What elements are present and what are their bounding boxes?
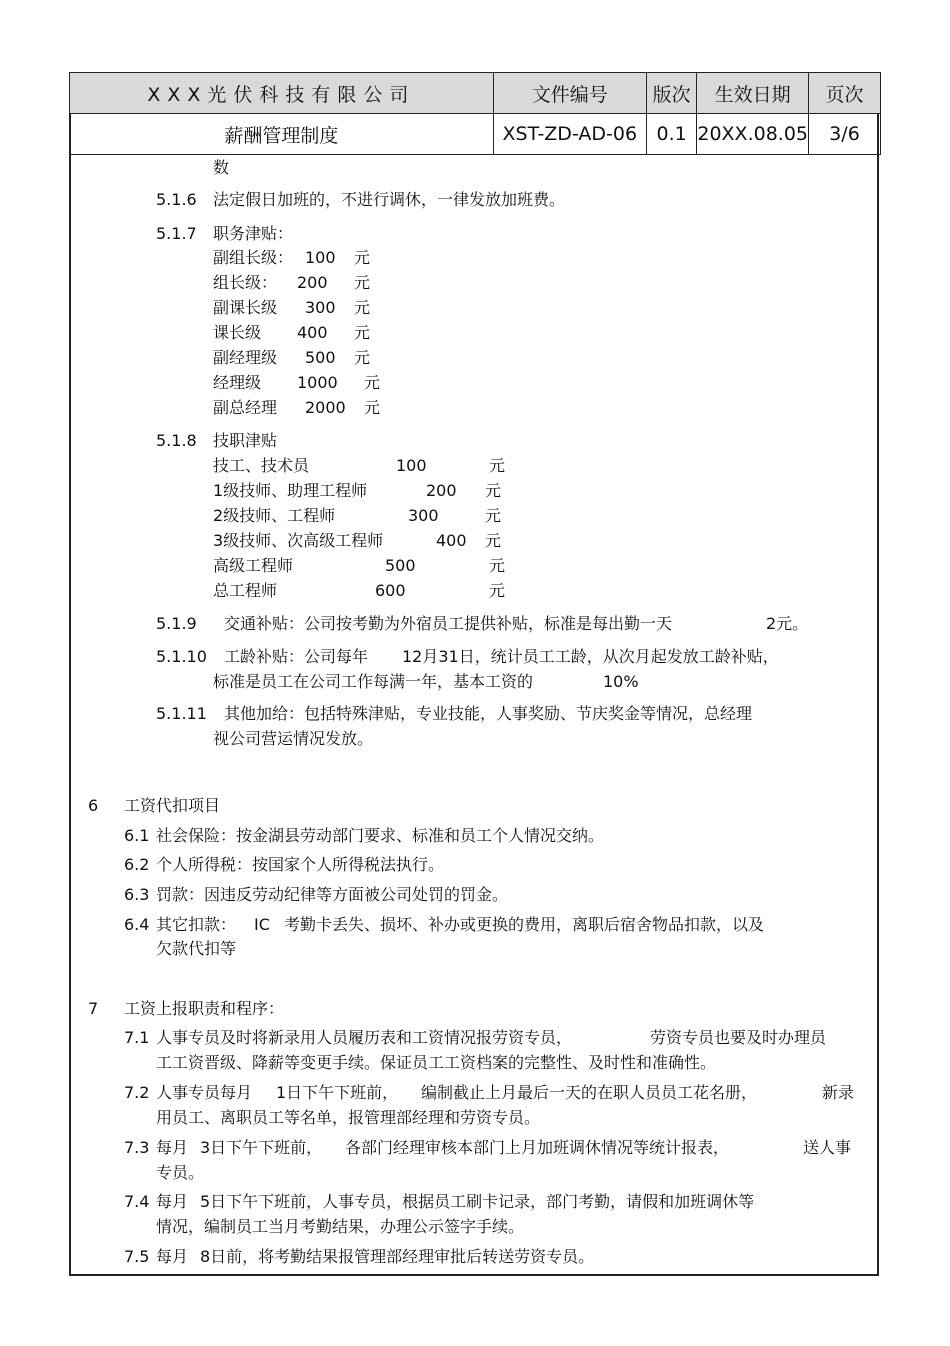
allowance-name: 副课长级 — [213, 298, 278, 317]
allowance-unit: 元 — [485, 531, 502, 550]
clause-text: 3日下午下班前， — [200, 1138, 323, 1157]
allowance-amount: 500 — [305, 348, 336, 367]
clause-number: 7.2 — [124, 1083, 150, 1102]
allowance-amount: 400 — [297, 323, 328, 342]
allowance-amount: 400 — [436, 531, 467, 550]
clause-text: 罚款：因违反劳动纪律等方面被公司处罚的罚金。 — [156, 885, 509, 904]
section-number: 5.1.8 — [156, 431, 197, 450]
allowance-name: 技工、技术员 — [213, 456, 310, 475]
allowance-amount: 100 — [305, 248, 336, 267]
clause-text: IC — [254, 915, 270, 934]
section-text: 交通补贴：公司按考勤为外宿员工提供补贴，标准是每出勤一天 — [224, 614, 673, 633]
clause-text: 考勤卡丢失、损坏、补办或更换的费用，离职后宿舍物品扣款，以及 — [284, 915, 765, 934]
clause-text: 专员。 — [156, 1163, 205, 1182]
section-text: 标准是员工在公司工作每满一年，基本工资的 — [213, 672, 534, 691]
clause-text: 各部门经理审核本部门上月加班调休情况等统计报表， — [345, 1138, 730, 1157]
clause-text: 每月 — [156, 1192, 189, 1211]
section-title: 职务津贴： — [213, 224, 294, 243]
chapter-number: 7 — [88, 999, 99, 1018]
section-number: 5.1.6 — [156, 190, 197, 209]
allowance-amount: 300 — [408, 506, 439, 525]
clause-text: 个人所得税：按国家个人所得税法执行。 — [156, 855, 445, 874]
allowance-name: 总工程师 — [213, 581, 278, 600]
allowance-amount: 200 — [426, 481, 457, 500]
clause-text: 人事专员每月 — [156, 1083, 253, 1102]
section-number: 5.1.10 — [156, 647, 207, 666]
allowance-unit: 元 — [354, 298, 371, 317]
section-title: 技职津贴 — [213, 431, 278, 450]
effective-date: 20XX.08.05 — [697, 114, 809, 155]
allowance-unit: 元 — [364, 373, 381, 392]
allowance-name: 副经理级 — [213, 348, 278, 367]
section-text: 12月31日，统计员工工龄，从次月起发放工龄补贴， — [402, 647, 779, 666]
section-text: 其他加给：包括特殊津贴，专业技能，人事奖励、节庆奖金等情况，总经理 — [224, 704, 753, 723]
clause-text: 送人事 — [803, 1138, 852, 1157]
clause-number: 6.1 — [124, 826, 150, 845]
allowance-name: 组长级： — [213, 273, 278, 292]
allowance-name: 高级工程师 — [213, 556, 294, 575]
clause-text: 用员工、离职员工等名单，报管理部经理和劳资专员。 — [156, 1108, 541, 1127]
allowance-amount: 1000 — [297, 373, 338, 392]
allowance-unit: 元 — [354, 348, 371, 367]
allowance-unit: 元 — [489, 581, 506, 600]
page-label: 页次 — [809, 73, 881, 114]
allowance-unit: 元 — [489, 456, 506, 475]
clause-text: 5日下午下班前，人事专员，根据员工刷卡记录，部门考勤，请假和加班调休等 — [200, 1192, 755, 1211]
allowance-amount: 100 — [396, 456, 427, 475]
allowance-name: 经理级 — [213, 373, 262, 392]
allowance-unit: 元 — [354, 248, 371, 267]
allowance-name: 2级技师、工程师 — [213, 506, 336, 525]
section-text: 工龄补贴：公司每年 — [224, 647, 369, 666]
allowance-unit: 元 — [354, 273, 371, 292]
allowance-amount: 600 — [375, 581, 406, 600]
clause-text: 情况，编制员工当月考勤结果，办理公示签字手续。 — [156, 1217, 525, 1236]
clause-number: 7.5 — [124, 1247, 150, 1266]
clause-text: 社会保险：按金湖县劳动部门要求、标准和员工个人情况交纳。 — [156, 826, 605, 845]
clause-number: 6.3 — [124, 885, 150, 904]
allowance-unit: 元 — [485, 506, 502, 525]
company-name: XXX光伏科技有限公司 — [70, 73, 494, 114]
clause-number: 7.1 — [124, 1028, 150, 1047]
allowance-name: 课长级 — [213, 323, 262, 342]
section-text-tail: 2元。 — [766, 614, 809, 633]
continued-text: 数 — [213, 158, 230, 177]
allowance-unit: 元 — [354, 323, 371, 342]
version-label: 版次 — [646, 73, 697, 114]
clause-text: 劳资专员也要及时办理员 — [650, 1028, 827, 1047]
clause-text: 每月 — [156, 1138, 189, 1157]
section-text: 10% — [603, 672, 639, 691]
allowance-amount: 200 — [297, 273, 328, 292]
document-name: 薪酬管理制度 — [70, 114, 494, 155]
allowance-unit: 元 — [364, 398, 381, 417]
file-no: XST-ZD-AD-06 — [493, 114, 646, 155]
section-text: 法定假日加班的，不进行调休，一律发放加班费。 — [213, 190, 566, 209]
allowance-unit: 元 — [485, 481, 502, 500]
clause-number: 7.4 — [124, 1192, 150, 1211]
allowance-name: 3级技师、次高级工程师 — [213, 531, 384, 550]
section-text: 视公司营运情况发放。 — [213, 729, 374, 748]
section-number: 5.1.11 — [156, 704, 207, 723]
document-header-table — [69, 72, 881, 155]
clause-text: 8日前，将考勤结果报管理部经理审批后转送劳资专员。 — [200, 1247, 595, 1266]
clause-text: 工工资晋级、降薪等变更手续。保证员工工资档案的完整性、及时性和准确性。 — [156, 1053, 717, 1072]
clause-text: 其它扣款： — [156, 915, 237, 934]
allowance-amount: 500 — [385, 556, 416, 575]
clause-text: 每月 — [156, 1247, 189, 1266]
allowance-name: 副组长级： — [213, 248, 294, 267]
clause-text: 编制截止上月最后一天的在职人员员工花名册， — [421, 1083, 758, 1102]
allowance-name: 1级技师、助理工程师 — [213, 481, 368, 500]
clause-text: 欠款代扣等 — [156, 939, 237, 958]
allowance-amount: 300 — [305, 298, 336, 317]
clause-text: 人事专员及时将新录用人员履历表和工资情况报劳资专员， — [156, 1028, 573, 1047]
page-number: 3/6 — [809, 114, 881, 155]
section-number: 5.1.7 — [156, 224, 197, 243]
chapter-number: 6 — [88, 796, 99, 815]
section-number: 5.1.9 — [156, 614, 197, 633]
version: 0.1 — [646, 114, 697, 155]
chapter-title: 工资上报职责和程序： — [124, 999, 285, 1018]
clause-number: 6.4 — [124, 915, 150, 934]
effective-date-label: 生效日期 — [697, 73, 809, 114]
allowance-amount: 2000 — [305, 398, 346, 417]
clause-text: 新录 — [822, 1083, 855, 1102]
clause-text: 1日下午下班前， — [276, 1083, 399, 1102]
clause-number: 7.3 — [124, 1138, 150, 1157]
file-no-label: 文件编号 — [493, 73, 646, 114]
allowance-name: 副总经理 — [213, 398, 278, 417]
clause-number: 6.2 — [124, 855, 150, 874]
allowance-unit: 元 — [489, 556, 506, 575]
chapter-title: 工资代扣项目 — [124, 796, 221, 815]
